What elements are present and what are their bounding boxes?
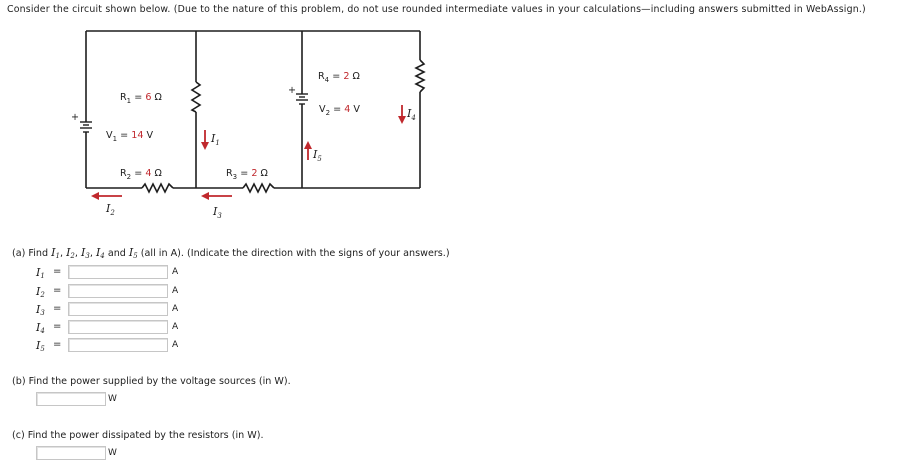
arrow-i3-left-icon [201, 192, 232, 200]
row-label-i3: $I_3$ [36, 303, 45, 317]
circuit-wires [86, 31, 420, 188]
label-i1: $I_1$ [211, 132, 220, 147]
v2-plus-sign: + [288, 85, 297, 96]
unit-label-i5: A [172, 340, 179, 350]
label-r3: $R_3 = 2$ Ω [226, 168, 268, 181]
answer-input-i3[interactable] [68, 302, 168, 316]
arrow-i5-up-icon [304, 141, 312, 160]
arrow-i1-down-icon [201, 130, 209, 150]
answer-input-power-supplied[interactable] [36, 392, 106, 406]
row-label-i2: $I_2$ [36, 285, 45, 299]
battery-v2 [296, 94, 308, 104]
v1-plus-sign: + [71, 112, 80, 123]
question-b-text: (b) Find the power supplied by the voltage sources (in W). [12, 376, 291, 387]
answer-input-power-dissipated[interactable] [36, 446, 106, 460]
label-i5: $I_5$ [313, 148, 322, 163]
question-a-text: (a) Find $I_1$, $I_2$, $I_3$, $I_4$ and $I_5$ (all in A). (Indicate the direction with the signs of your answers.) [12, 246, 450, 260]
question-c-text: (c) Find the power dissipated by the resistors (in W). [12, 430, 264, 441]
unit-label-i3: A [172, 304, 179, 314]
answer-input-i1[interactable] [68, 265, 168, 279]
label-i3: $I_3$ [213, 205, 222, 220]
label-i4: $I_4$ [407, 107, 416, 122]
row-label-i4: $I_4$ [36, 321, 45, 335]
resistor-r4-symbol [416, 60, 424, 92]
unit-label-i4: A [172, 322, 179, 332]
resistor-r2-symbol [142, 184, 173, 192]
label-i2: $I_2$ [106, 202, 115, 217]
unit-label-i2: A [172, 286, 179, 296]
label-v2: $V_2 = 4$ V [319, 104, 360, 117]
label-r1: $R_1 = 6$ Ω [120, 92, 162, 105]
arrow-i2-left-icon [91, 192, 122, 200]
label-r4: $R_4 = 2$ Ω [318, 71, 360, 84]
battery-v1 [80, 122, 92, 132]
unit-label-power-supplied: W [108, 394, 117, 404]
resistor-r1-symbol [192, 82, 200, 112]
answer-input-i2[interactable] [68, 284, 168, 298]
arrow-i4-down-icon [398, 105, 406, 124]
resistor-r3-symbol [243, 184, 274, 192]
label-r2: $R_2 = 4$ Ω [120, 168, 162, 181]
label-v1: $V_1 = 14$ V [106, 130, 154, 143]
row-label-i1: $I_1$ [36, 266, 45, 280]
answer-input-i4[interactable] [68, 320, 168, 334]
unit-label-power-dissipated: W [108, 448, 117, 458]
problem-intro: Consider the circuit shown below. (Due to the nature of this problem, do not use rounded intermediate values in your calculations—including answers submitted in WebAssign.) [7, 4, 866, 15]
answer-input-i5[interactable] [68, 338, 168, 352]
row-label-i5: $I_5$ [36, 339, 45, 353]
unit-label-i1: A [172, 267, 179, 277]
